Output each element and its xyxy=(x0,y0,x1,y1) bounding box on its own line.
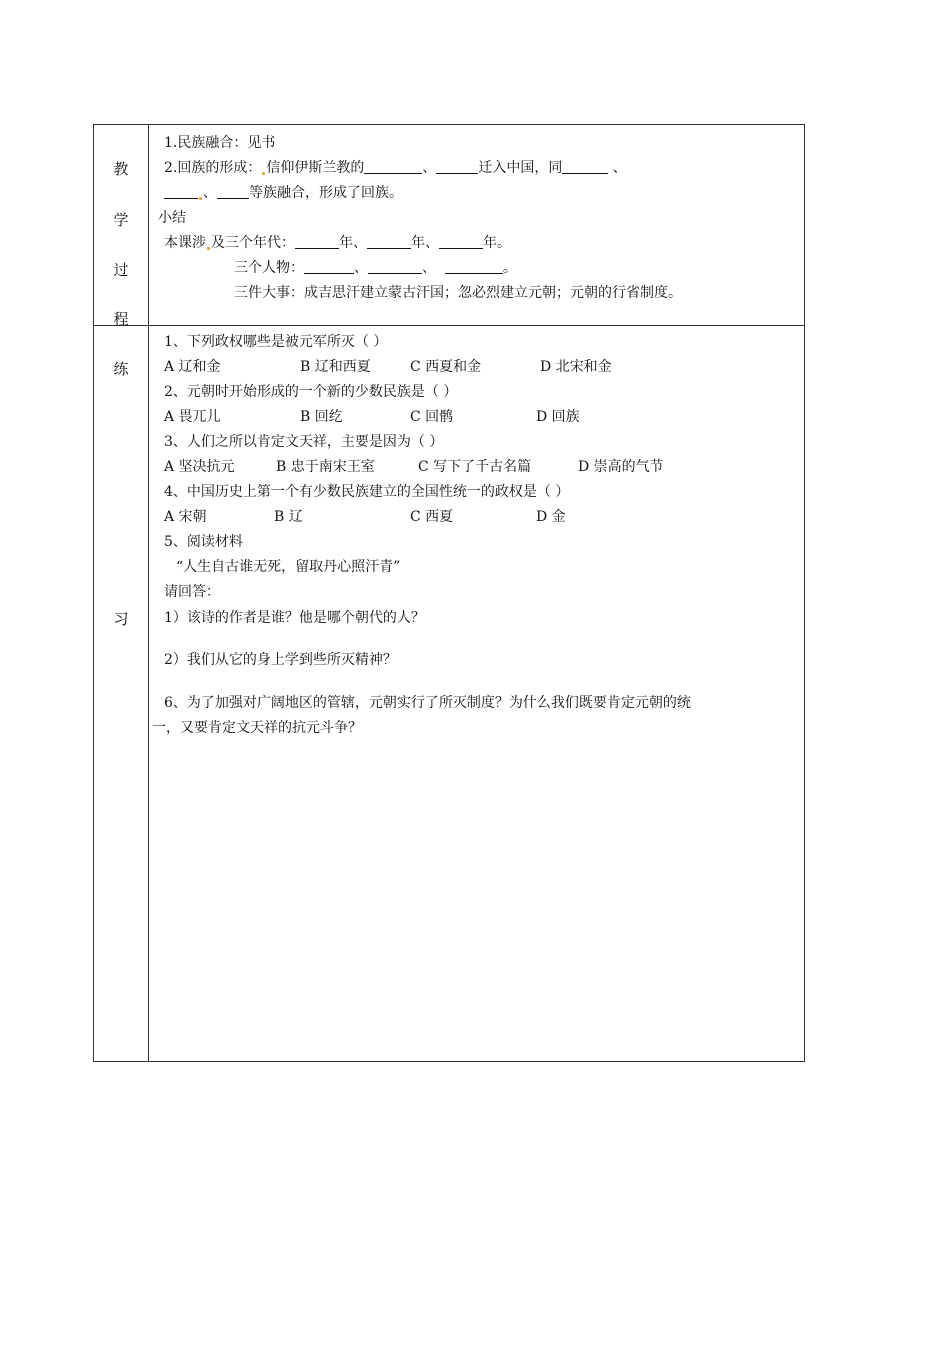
side-label-guo: 过 xyxy=(113,261,129,279)
option-d: D 崇高的气节 xyxy=(578,459,664,475)
side-label-jiao: 教 xyxy=(113,160,129,178)
side-label-lian: 练 xyxy=(113,360,129,378)
side-label-xi: 习 xyxy=(113,610,129,628)
option-d: D 回族 xyxy=(536,409,580,425)
question-5: 5、阅读材料 xyxy=(164,534,243,550)
blank xyxy=(295,234,339,249)
blank xyxy=(445,259,503,274)
hui-formation-label: 2.回族的形成： xyxy=(164,160,262,176)
sub-question-1: 1）该诗的作者是谁？他是哪个朝代的人？ xyxy=(164,610,425,626)
question-3: 3、人们之所以肯定文天祥，主要是因为（ ） xyxy=(164,434,444,450)
blank xyxy=(562,159,608,174)
option-a: A 坚决抗元 xyxy=(164,459,235,475)
blank xyxy=(217,184,249,199)
blank xyxy=(364,159,422,174)
fusion-line: 1.民族融合：见书 xyxy=(164,135,276,151)
question-6-line-1: 6、为了加强对广阔地区的管辖，元朝实行了所灭制度？为什么我们既要肯定元朝的统 xyxy=(164,695,691,711)
option-a: A 宋朝 xyxy=(164,509,207,525)
side-label-cheng: 程 xyxy=(113,310,129,328)
question-6-line-2: 一，又要肯定文天祥的抗元斗争？ xyxy=(152,720,362,736)
blank xyxy=(439,234,483,249)
three-events-line: 三件大事：成吉思汗建立蒙古汗国；忽必烈建立元朝；元朝的行省制度。 xyxy=(234,285,682,301)
option-b: B 辽和西夏 xyxy=(300,359,371,375)
row-divider xyxy=(94,325,804,326)
option-a: A 辽和金 xyxy=(164,359,221,375)
option-c: C 写下了千古名篇 xyxy=(418,459,532,475)
blank xyxy=(367,234,411,249)
option-b: B 忠于南宋王室 xyxy=(276,459,375,475)
three-years-line: 本课涉 及三个年代： 年、 年、 年。 xyxy=(164,235,511,251)
blank xyxy=(164,184,198,199)
question-2: 2、元朝时开始形成的一个新的少数民族是（ ） xyxy=(164,384,458,400)
summary-heading: 小结 xyxy=(158,210,186,226)
edit-mark xyxy=(199,197,202,200)
side-label-xue: 学 xyxy=(113,211,129,229)
option-d: D 北宋和金 xyxy=(540,359,612,375)
option-c: C 西夏和金 xyxy=(410,359,482,375)
poem-quote: “人生自古谁无死，留取丹心照汗青” xyxy=(176,559,401,575)
option-b: B 辽 xyxy=(274,509,303,525)
question-4: 4、中国历史上第一个有少数民族建立的全国性统一的政权是（ ） xyxy=(164,484,570,500)
answer-prompt: 请回答： xyxy=(164,584,220,600)
option-c: C 西夏 xyxy=(410,509,454,525)
option-b: B 回纥 xyxy=(300,409,343,425)
blank xyxy=(304,259,354,274)
lesson-table xyxy=(93,124,805,1062)
hui-formation-line-2: 、 等族融合，形成了回族。 xyxy=(164,183,403,203)
option-a: A 畏兀儿 xyxy=(164,409,221,425)
edit-mark xyxy=(262,172,265,175)
three-people-line: 三个人物： 、 、 。 xyxy=(234,260,517,276)
blank xyxy=(368,259,422,274)
column-divider xyxy=(148,125,149,1061)
blank xyxy=(436,159,478,174)
question-1: 1、下列政权哪些是被元军所灭（ ） xyxy=(164,334,388,350)
edit-mark xyxy=(207,247,210,250)
sub-question-2: 2）我们从它的身上学到些所灭精神？ xyxy=(164,652,397,668)
option-c: C 回鹘 xyxy=(410,409,454,425)
option-d: D 金 xyxy=(536,509,566,525)
hui-formation-line: 2.回族的形成： 信仰伊斯兰教的 、 迁入中国，同 、 xyxy=(164,160,627,176)
